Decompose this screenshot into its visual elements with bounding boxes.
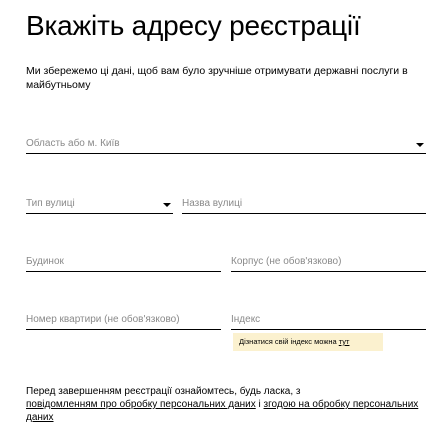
consent-intro: Перед завершенням реєстрації ознайомтесь, будь ласка, з	[26, 386, 301, 397]
street-type-select[interactable]	[26, 194, 173, 214]
street-name-placeholder: Назва вулиці	[182, 198, 243, 209]
postcode-placeholder: Індекс	[231, 314, 261, 325]
block-input[interactable]	[231, 252, 426, 272]
apartment-input[interactable]	[26, 310, 221, 330]
page-subtitle: Ми збережемо ці дані, щоб вам було зручніше отримувати державні послуги в майбутньому	[26, 65, 408, 91]
chevron-down-icon[interactable]	[416, 143, 424, 147]
apartment-placeholder: Номер квартири (не обов'язково)	[26, 314, 180, 325]
postcode-hint	[233, 333, 383, 351]
building-placeholder: Будинок	[26, 256, 64, 267]
page-title: Вкажіть адресу реєстрації	[26, 10, 361, 41]
data-processing-consent-link[interactable]: згодою на обробку персональних даних	[26, 399, 419, 423]
building-input[interactable]	[26, 252, 221, 272]
postcode-input[interactable]	[231, 310, 426, 330]
consent-separator: і	[255, 399, 264, 410]
consent-text	[26, 385, 426, 424]
region-placeholder: Область або м. Київ	[26, 138, 120, 149]
street-name-input[interactable]	[182, 194, 426, 214]
postcode-hint-text: Дізнатися свій індекс можна	[239, 337, 339, 346]
block-placeholder: Корпус (не обов'язково)	[231, 256, 342, 267]
region-select[interactable]	[26, 134, 426, 154]
chevron-down-icon[interactable]	[163, 203, 171, 207]
data-processing-notice-link[interactable]: повідомленням про обробку персональних даних	[26, 399, 256, 410]
postcode-lookup-link[interactable]: тут	[338, 337, 350, 346]
street-type-placeholder: Тип вулиці	[26, 198, 75, 209]
